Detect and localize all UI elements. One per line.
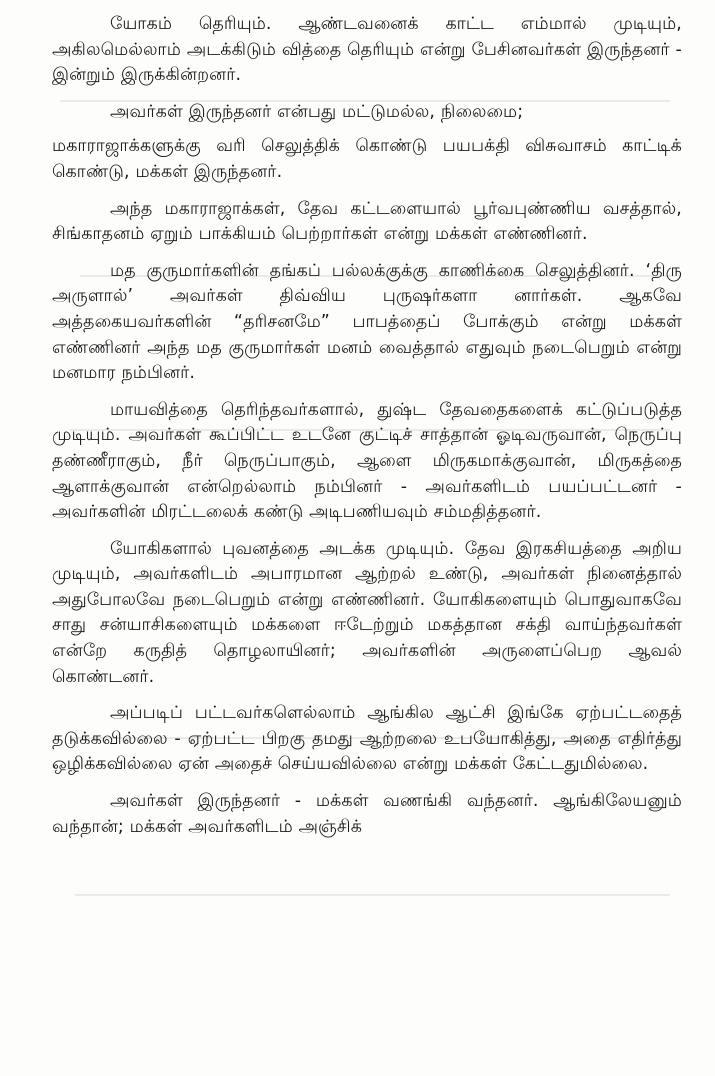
paragraph-1: யோகம் தெரியும். ஆண்டவனைக் காட்ட எம்மால் முடியும், அகிலமெல்லாம் அடக்கிடும் வித்தை தெரியும் என்று பேசினவர்கள் இருந்தனர் - இன்றும் இருக்கின்றனர். bbox=[52, 14, 682, 86]
paragraph-3: மகாராஜாக்களுக்கு வரி செலுத்திக் கொண்டு பயபக்தி விசுவாசம் காட்டிக் கொண்டு, மக்கள் இருந்தனர். bbox=[52, 136, 682, 182]
paragraph-7: யோகிகளால் புவனத்தை அடக்க முடியும். தேவ இரகசியத்தை அறிய முடியும், அவர்களிடம் அபாரமான ஆற்றல் உண்டு, அவர்கள் நினைத்தால் அதுபோலவே நடைபெறும் என்று எண்ணினர். யோகிகளையும் பொதுவாகவே சாது சன்யாசிகளையும் மக்களை ஈடேற்றும் மகத்தான சக்தி வாய்ந்தவர்கள் என்றே கருதித் தொழலாயினர்; அவர்களின் அருளைப்பெற ஆவல் கொண்டனர். bbox=[52, 538, 682, 687]
paragraph-4: அந்த மகாராஜாக்கள், தேவ கட்டளையால் பூர்வபுண்ணிய வசத்தால், சிங்காதனம் ஏறும் பாக்கியம் பெற்றார்கள் என்று மக்கள் எண்ணினர். bbox=[52, 198, 682, 245]
paragraph-5: மத குருமார்களின் தங்கப் பல்லக்குக்கு காணிக்கை செலுத்தினர். ‘திரு அருளால்’ அவர்கள் திவ்விய புருஷர்களா னார்கள். ஆகவே அத்தகையவர்களின் “தரிசனமே” பாபத்தைப் போக்கும் என்று மக்கள் எண்ணினர் அந்த மத குருமார்கள் மனம் வைத்தால் எதுவும் நடைபெறும் என்று மனமார நம்பினர். bbox=[52, 260, 682, 384]
paragraph-2: அவர்கள் இருந்தனர் என்பது மட்டுமல்ல, நிலைமை; bbox=[110, 101, 524, 122]
paragraph-6: மாயவித்தை தெரிந்தவர்களால், துஷ்ட தேவதைகளைக் கட்டுப்படுத்த முடியும். அவர்கள் கூப்பிட்ட உடனே குட்டிச் சாத்தான் ஓடிவருவான், நெருப்பு தண்ணீராகும், நீர் நெருப்பாகும், ஆளை மிருகமாக்குவான், மிருகத்தை ஆளாக்குவான் என்றெல்லாம் நம்பினர் - அவர்களிடம் பயப்பட்டனர் - அவர்களின் மிரட்டலைக் கண்டு அடிபணியவும் சம்மதித்தனர். bbox=[52, 399, 682, 523]
body-text bbox=[52, 12, 682, 851]
paragraph-9: அவர்கள் இருந்தனர் - மக்கள் வணங்கி வந்தனர். ஆங்கிலேயனும் வந்தான்; மக்கள் அவர்களிடம் அஞ்சிக் bbox=[52, 791, 682, 837]
paragraph-8: அப்படிப் பட்டவர்களெல்லாம் ஆங்கில ஆட்சி இங்கே ஏற்பட்டதைத் தடுக்கவில்லை - ஏற்பட்ட பிறகு தமது ஆற்றலை உபயோகித்து, அதை எதிர்த்து ஒழிக்கவில்லை ஏன் அதைச் செய்யவில்லை என்று மக்கள் கேட்டதுமில்லை. bbox=[52, 703, 682, 775]
